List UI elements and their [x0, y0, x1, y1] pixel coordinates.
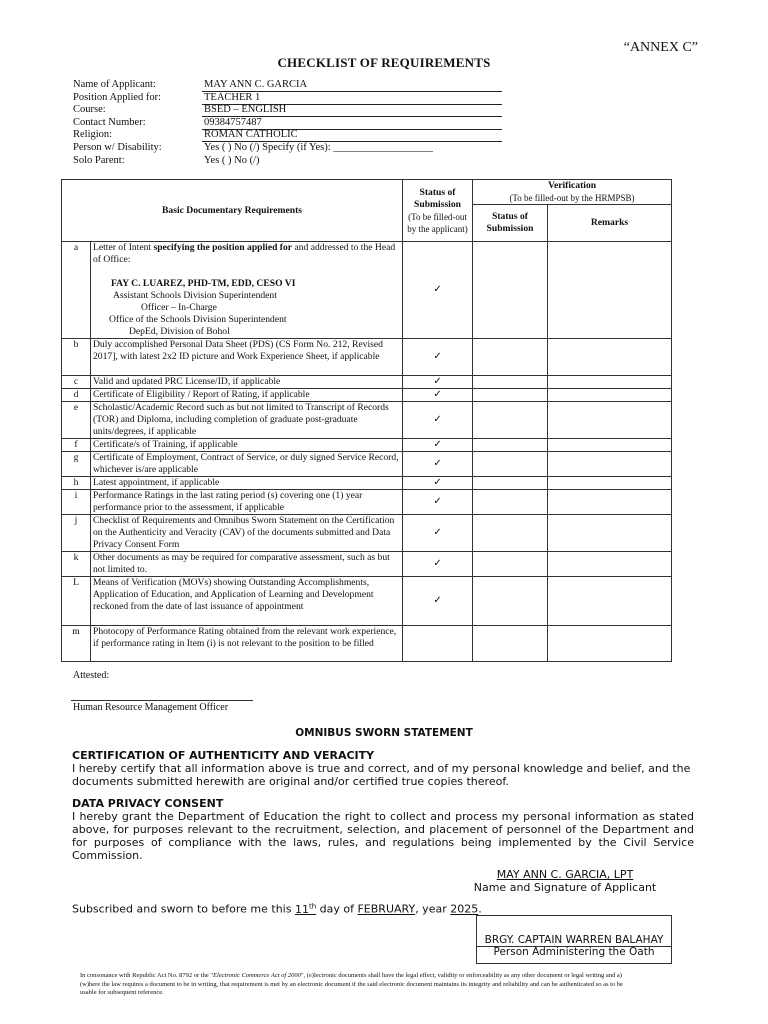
remarks-cell: [548, 339, 672, 376]
requirement-text: Performance Ratings in the last rating period (s) covering one (1) year performance prior to the assessment, if applicable: [91, 490, 403, 515]
info-value: ROMAN CATHOLIC: [204, 129, 298, 141]
info-label: Solo Parent:: [73, 154, 125, 166]
row-letter: i: [62, 490, 91, 515]
page-title: CHECKLIST OF REQUIREMENTS: [277, 55, 491, 70]
applicant-signature-caption: Name and Signature of Applicant: [473, 881, 657, 894]
requirement-text: Checklist of Requirements and Omnibus Sworn Statement on the Certification on the Authenticity and Veracity (CAV) of the documents submitted and Data Privacy Consent Form: [91, 515, 403, 552]
requirement-text: [91, 242, 403, 339]
status-check: ✓: [403, 242, 473, 339]
status-check: ✓: [403, 376, 473, 389]
status-submission-title: Status of Submission: [414, 186, 461, 210]
hrmo-signature-line: [71, 700, 253, 701]
table-row: [62, 339, 672, 376]
hrmo-caption: Human Resource Management Officer: [73, 702, 229, 713]
verification-status-header: Status of Submission: [473, 205, 548, 242]
requirement-text-bold: specifying the position applied for: [153, 242, 293, 253]
table-row: [62, 242, 672, 339]
verification-status-cell: [473, 402, 548, 439]
remarks-cell: [548, 515, 672, 552]
footnote-pre: In consonance with Republic Act No. 8792 or the ": [80, 972, 213, 979]
status-check: ✓: [403, 452, 473, 477]
verification-status-cell: [473, 477, 548, 490]
remarks-cell: [548, 376, 672, 389]
info-value: BSED – ENGLISH: [204, 104, 287, 116]
sworn-end: .: [478, 902, 482, 916]
row-letter: L: [62, 577, 91, 626]
certification-heading: CERTIFICATION OF AUTHENTICITY AND VERACITY: [72, 749, 375, 762]
status-submission-note: (To be filled-out by the applicant): [407, 211, 468, 234]
info-label: Course:: [73, 104, 106, 116]
row-letter: c: [62, 376, 91, 389]
official-office-3: Office of the Schools Division Superintendent: [109, 314, 287, 325]
verification-status-cell: [473, 515, 548, 552]
oath-administrator-caption: Person Administering the Oath: [493, 946, 655, 958]
remarks-cell: [548, 626, 672, 662]
remarks-cell: [548, 402, 672, 439]
sworn-year: 2025: [450, 902, 479, 916]
info-value: Yes ( ) No (/): [204, 154, 260, 166]
row-letter: m: [62, 626, 91, 662]
remarks-cell: [548, 439, 672, 452]
table-row: [62, 552, 672, 577]
row-letter: e: [62, 402, 91, 439]
row-letter: g: [62, 452, 91, 477]
remarks-cell: [548, 490, 672, 515]
verification-note: (To be filled-out by the HRMPSB): [509, 193, 635, 203]
status-check: ✓: [403, 477, 473, 490]
verification-title: Verification: [547, 180, 597, 191]
info-label: Contact Number:: [73, 116, 146, 128]
verification-status-cell: [473, 490, 548, 515]
applicant-signature-name: MAY ANN C. GARCIA, LPT: [496, 868, 634, 881]
requirement-text-post: and addressed to the Head of Office:: [93, 242, 396, 265]
table-row: [62, 515, 672, 552]
status-submission-header: [403, 180, 473, 242]
info-label: Position Applied for:: [73, 91, 162, 103]
remarks-cell: [548, 477, 672, 490]
verification-status-cell: [473, 552, 548, 577]
sworn-mid: day of: [316, 902, 358, 916]
status-check: ✓: [403, 402, 473, 439]
remarks-cell: [548, 242, 672, 339]
row-letter: b: [62, 339, 91, 376]
verification-status-cell: [473, 339, 548, 376]
sworn-day-suffix: th: [308, 902, 317, 910]
official-office-1: Assistant Schools Division Superintendent: [113, 290, 277, 301]
table-row: [62, 389, 672, 402]
annex-label: “ANNEX C”: [623, 40, 698, 55]
verification-status-cell: [473, 389, 548, 402]
status-check: ✓: [403, 389, 473, 402]
remarks-header: Remarks: [548, 205, 672, 242]
requirement-text: Certificate/s of Training, if applicable: [91, 439, 403, 452]
info-value: Yes ( ) No (/) Specify (if Yes): ___________________: [204, 141, 434, 153]
status-check: ✓: [403, 552, 473, 577]
requirement-text: Scholastic/Academic Record such as but not limited to Transcript of Records (TOR) and Diploma, including completion of graduate post-graduate units/degrees, if applicable: [91, 402, 403, 439]
verification-header: [473, 180, 672, 205]
table-row: [62, 477, 672, 490]
requirement-text-pre: Letter of Intent: [93, 242, 154, 253]
official-office-2: Officer – In-Charge: [141, 302, 217, 313]
attested-label: Attested:: [73, 670, 110, 681]
info-value: MAY ANN C. GARCIA: [204, 79, 308, 90]
info-label: Person w/ Disability:: [73, 141, 162, 153]
status-check: ✓: [403, 577, 473, 626]
sworn-month: FEBRUARY: [357, 902, 416, 916]
sworn-prefix: Subscribed and sworn to before me this: [72, 902, 295, 916]
remarks-cell: [548, 577, 672, 626]
status-check: ✓: [403, 339, 473, 376]
remarks-cell: [548, 552, 672, 577]
info-value: TEACHER 1: [204, 91, 261, 103]
requirement-text: Means of Verification (MOVs) showing Outstanding Accomplishments, Application of Education, and Application of Learning and Development reckoned from the date of last issuance of appointment: [91, 577, 403, 626]
table-row: [62, 439, 672, 452]
verification-status-cell: [473, 452, 548, 477]
table-row: [62, 402, 672, 439]
omnibus-title: OMNIBUS SWORN STATEMENT: [295, 727, 473, 739]
sworn-statement-line: [72, 902, 482, 916]
footnote-act: Electronic Commerce Act of 2000: [213, 972, 301, 979]
verification-status-cell: [473, 626, 548, 662]
requirement-text: Duly accomplished Personal Data Sheet (PDS) (CS Form No. 212, Revised 2017], with latest 2x2 ID picture and Work Experience Sheet, if applicable: [91, 339, 403, 376]
basic-requirements-header: Basic Documentary Requirements: [62, 180, 403, 242]
privacy-heading: DATA PRIVACY CONSENT: [72, 797, 224, 810]
table-row: [62, 577, 672, 626]
certification-text: I hereby certify that all information above is true and correct, and of my personal knowledge and belief, and the documents submitted herewith are original and/or certified true copies thereof.: [72, 762, 691, 788]
info-label: Religion:: [73, 129, 113, 141]
oath-administrator-name: BRGY. CAPTAIN WARREN BALAHAY: [476, 934, 672, 947]
footnote: [80, 972, 640, 998]
row-letter: a: [62, 242, 91, 339]
info-label: Name of Applicant:: [73, 79, 156, 90]
row-letter: k: [62, 552, 91, 577]
verification-status-cell: [473, 242, 548, 339]
privacy-text: I hereby grant the Department of Education the right to collect and process my personal information as stated above, for purposes relevant to the recruitment, selection, and placement of personnel of the Department and for purposes of compliance with the laws, rules, and regulations being implemented by the Civil Service Commission.: [72, 810, 694, 862]
sworn-year-label: , year: [415, 902, 451, 916]
info-value: 09384757487: [204, 116, 262, 128]
row-letter: f: [62, 439, 91, 452]
row-letter: j: [62, 515, 91, 552]
requirement-text: Certificate of Eligibility / Report of Rating, if applicable: [91, 389, 403, 402]
status-check: ✓: [403, 439, 473, 452]
remarks-cell: [548, 389, 672, 402]
requirement-text: Photocopy of Performance Rating obtained from the relevant work experience, if performance rating in Item (i) is not relevant to the position to be filled: [91, 626, 403, 662]
requirement-text: Other documents as may be required for comparative assessment, such as but not limited to.: [91, 552, 403, 577]
table-row: [62, 626, 672, 662]
official-office-4: DepEd, Division of Bohol: [129, 326, 230, 337]
row-letter: h: [62, 477, 91, 490]
row-letter: d: [62, 389, 91, 402]
verification-status-cell: [473, 439, 548, 452]
sworn-day-number: 11: [294, 902, 309, 916]
requirement-text: Latest appointment, if applicable: [91, 477, 403, 490]
verification-status-cell: [473, 577, 548, 626]
footnote-post: ", (e)lectronic documents shall have the legal effect, validity or enforceability as any other document or legal writing and a) (w)here the law requires a document to be in writing, that requirement is met by an electronic document if the said electronic document maintains its integrity and reliability and can be authenticated so as to be usable for subsequent reference.: [80, 972, 623, 996]
requirement-text: Valid and updated PRC License/ID, if applicable: [91, 376, 403, 389]
requirement-text: Certificate of Employment, Contract of Service, or duly signed Service Record, whichever is/are applicable: [91, 452, 403, 477]
table-row: [62, 490, 672, 515]
status-check: ✓: [403, 515, 473, 552]
status-check: ✓: [403, 490, 473, 515]
official-name: FAY C. LUAREZ, PHD-TM, EDD, CESO VI: [111, 278, 296, 289]
remarks-cell: [548, 452, 672, 477]
status-check: [403, 626, 473, 662]
table-row: [62, 452, 672, 477]
requirements-table: [61, 179, 672, 662]
verification-status-cell: [473, 376, 548, 389]
sworn-day: [295, 903, 316, 916]
table-row: [62, 376, 672, 389]
